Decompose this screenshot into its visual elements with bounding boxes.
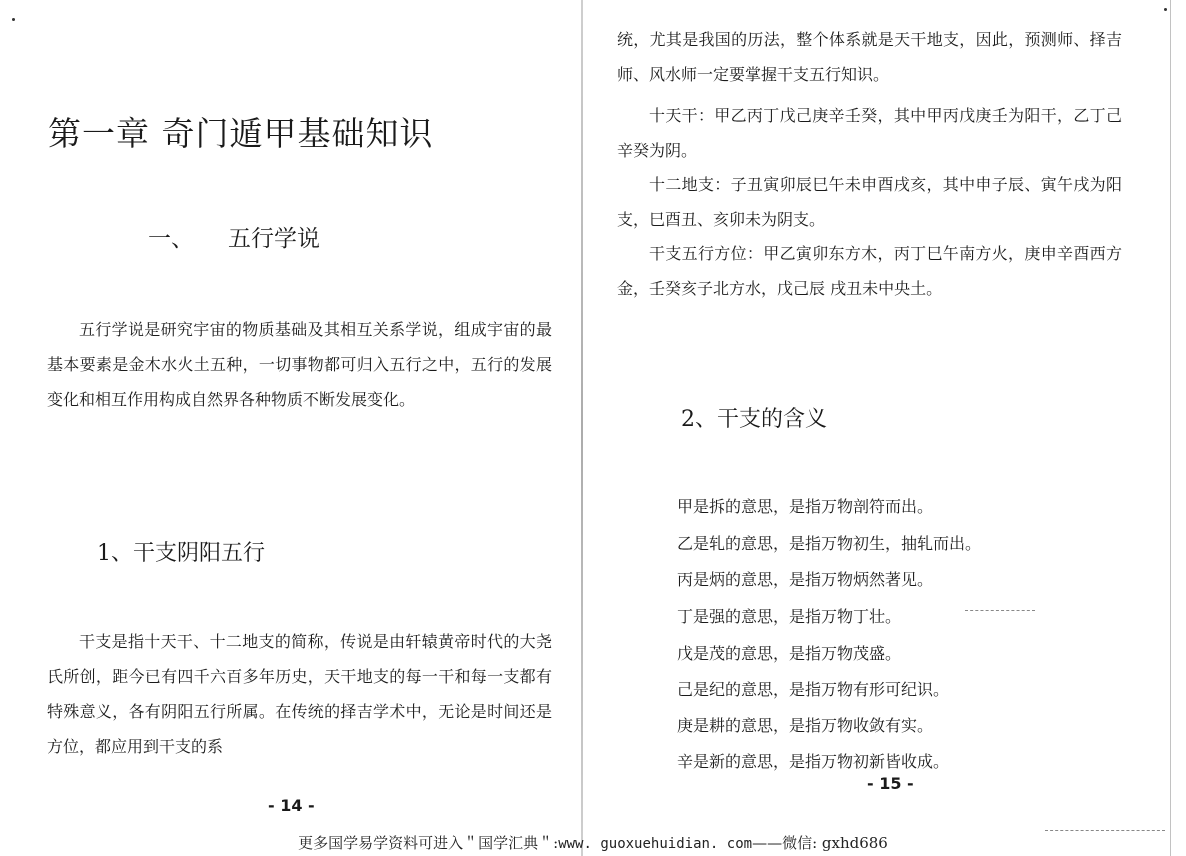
paragraph-continued: 统，尤其是我国的历法，整个体系就是天干地支，因此，预测师、择吉师、风水师一定要掌握干支五行知识。	[617, 30, 1122, 84]
paragraph-ganzhi: 干支是指十天干、十二地支的简称，传说是由轩辕黄帝时代的大尧氏所创，距今已有四千六百多年历史，天干地支的每一干和每一支都有特殊意义，各有阴阳五行所属。在传统的择吉学术中，无论是时间还是方位，都应用到干支的系	[47, 632, 552, 756]
scan-artifact	[965, 610, 1035, 611]
list-item: 庚是耕的意思，是指万物收敛有实。	[677, 716, 934, 735]
scan-speck	[1164, 8, 1167, 11]
left-page	[0, 0, 585, 856]
list-item: 丙是炳的意思，是指万物炳然著见。	[677, 570, 934, 589]
list-item: 戊是茂的意思，是指万物茂盛。	[677, 644, 902, 663]
list-item: 丁是强的意思，是指万物丁壮。	[677, 607, 902, 626]
scan-artifact	[1045, 830, 1165, 831]
paragraph-wuxing: 五行学说是研究宇宙的物质基础及其相互关系学说，组成宇宙的最基本要素是金木水火土五种，一切事物都可归入五行之中，五行的发展变化和相互作用构成自然界各种物质不断发展变化。	[47, 320, 552, 409]
section-number: 一、	[148, 226, 194, 252]
section-title: 五行学说	[228, 226, 320, 252]
list-item: 甲是拆的意思，是指万物剖符而出。	[677, 497, 934, 516]
list-item: 己是纪的意思，是指万物有形可纪识。	[677, 680, 950, 699]
right-page	[585, 0, 1186, 856]
footer-text: 更多国学易学资料可进入＂国学汇典＂:	[298, 834, 559, 852]
footer-watermark	[0, 832, 1186, 853]
chapter-title: 第一章 奇门遁甲基础知识	[48, 114, 434, 153]
paragraph-dizhi: 十二地支：子丑寅卯辰巳午未申酉戌亥，其中申子辰、寅午戌为阳支，巳酉丑、亥卯未为阴支。	[617, 175, 1122, 229]
page-number-left: - 14 -	[268, 796, 315, 815]
footer-url: www. guoxuehuidian. com	[558, 836, 753, 852]
paragraph-fangwei: 干支五行方位：甲乙寅卯东方木，丙丁巳午南方火，庚申辛酉西方金，壬癸亥子北方水，戊己辰 戌丑未中央土。	[617, 244, 1122, 298]
section-heading	[148, 220, 320, 253]
scan-speck	[12, 18, 15, 21]
footer-wechat: ——微信: gxhd686	[752, 834, 888, 852]
list-item: 乙是轧的意思，是指万物初生，抽轧而出。	[677, 534, 982, 553]
paragraph-tiangan: 十天干：甲乙丙丁戊己庚辛壬癸，其中甲丙戊庚壬为阳干，乙丁己辛癸为阴。	[617, 106, 1122, 160]
list-item: 辛是新的意思，是指万物初新皆收成。	[677, 752, 950, 771]
subsection-title-meaning: 2、干支的含义	[681, 407, 827, 432]
page-number-right: - 15 -	[867, 774, 914, 793]
subsection-title-ganzhi: 1、干支阴阳五行	[97, 541, 265, 566]
